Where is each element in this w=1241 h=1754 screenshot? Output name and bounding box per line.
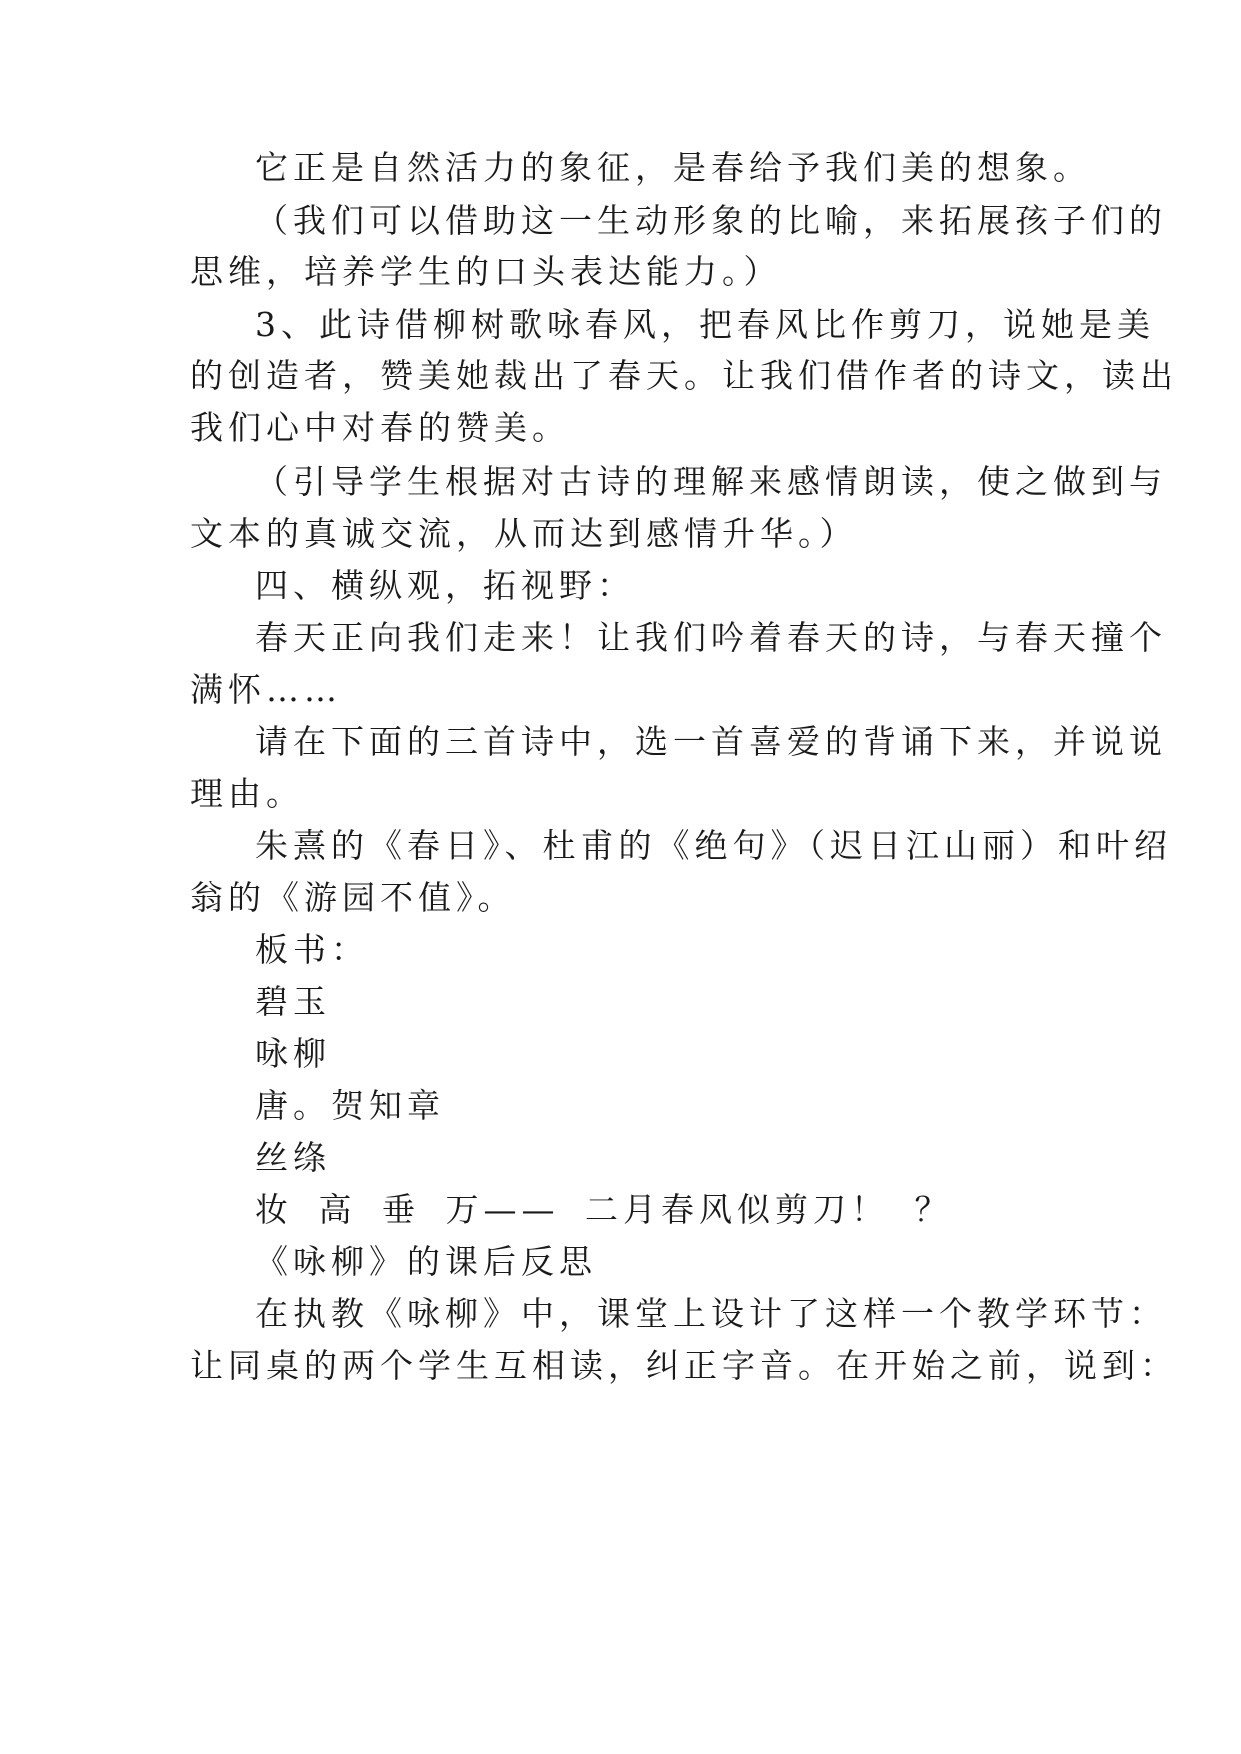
paragraph-line: 朱熹的《春日》、杜甫的《绝句》（迟日江山丽）和叶绍: [255, 826, 1172, 865]
paragraph-line: 3、此诗借柳树歌咏春风，把春风比作剪刀，说她是美: [255, 305, 1155, 344]
blackboard-line: 丝绦: [255, 1138, 331, 1177]
paragraph-line: 它正是自然活力的象征，是春给予我们美的想象。: [255, 148, 1091, 187]
paragraph-line: 文本的真诚交流，从而达到感情升华。）: [190, 514, 858, 553]
paragraph-line: 我们心中对春的赞美。: [190, 408, 570, 447]
paragraph-line: （引导学生根据对古诗的理解来感情朗读，使之做到与: [255, 462, 1167, 501]
paragraph-line: 理由。: [190, 774, 304, 813]
section-heading: 《咏柳》的课后反思: [255, 1242, 597, 1281]
blackboard-line: 咏柳: [255, 1034, 331, 1073]
blackboard-line: 唐。贺知章: [255, 1086, 445, 1125]
paragraph-line: 请在下面的三首诗中，选一首喜爱的背诵下来，并说说: [255, 722, 1167, 761]
blackboard-line: 碧玉: [255, 982, 331, 1021]
paragraph-line: 思维，培养学生的口头表达能力。）: [190, 252, 782, 291]
paragraph-line: 春天正向我们走来！让我们吟着春天的诗，与春天撞个: [255, 618, 1167, 657]
paragraph-line: 满怀……: [190, 670, 342, 709]
paragraph-line: 让同桌的两个学生互相读，纠正字音。在开始之前，说到：: [190, 1346, 1178, 1385]
section-heading: 四、横纵观，拓视野：: [255, 566, 635, 605]
blackboard-line: 妆 高 垂 万—— 二月春风似剪刀！ ？: [255, 1190, 953, 1229]
paragraph-line: 的创造者，赞美她裁出了春天。让我们借作者的诗文，读出: [190, 356, 1178, 395]
paragraph-line: （我们可以借助这一生动形象的比喻，来拓展孩子们的: [255, 201, 1167, 240]
blackboard-heading: 板书：: [255, 930, 369, 969]
paragraph-line: 翁的《游园不值》。: [190, 878, 516, 917]
paragraph-line: 在执教《咏柳》中，课堂上设计了这样一个教学环节：: [255, 1294, 1167, 1333]
